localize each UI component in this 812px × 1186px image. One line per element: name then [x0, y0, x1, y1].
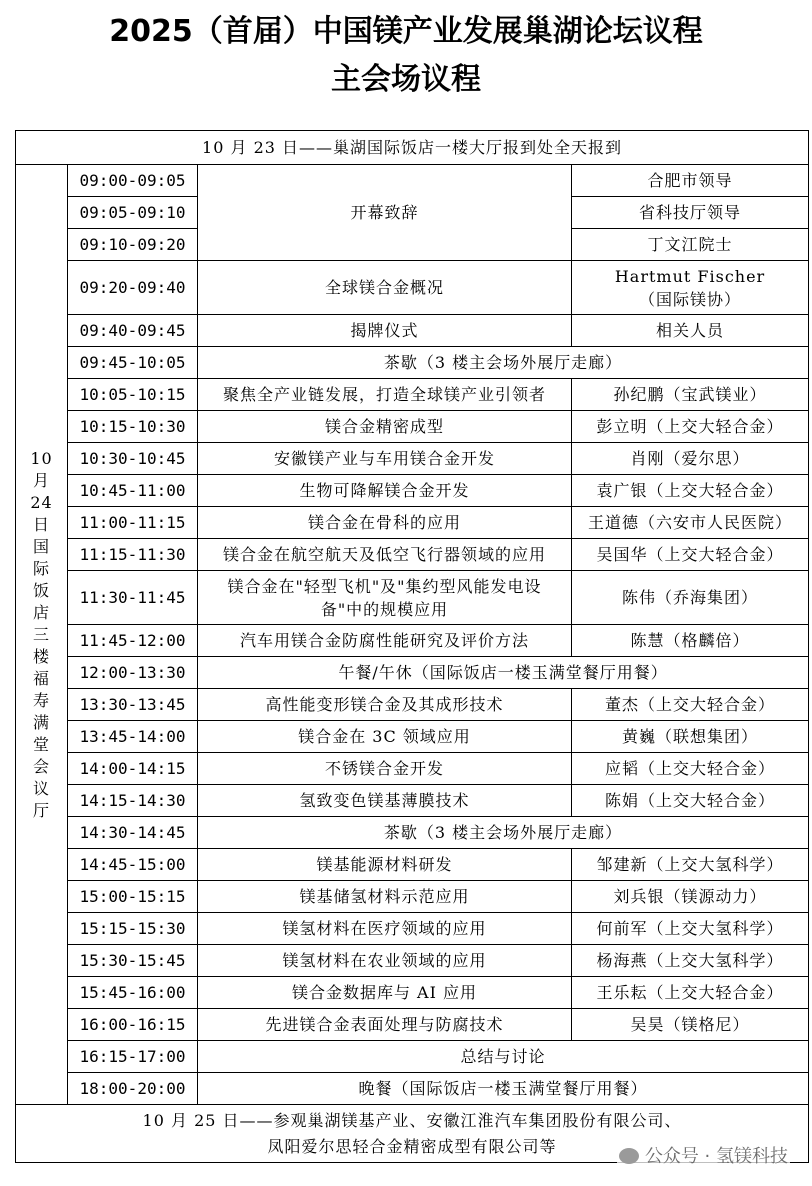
time-cell: 14:30-14:45 — [68, 817, 198, 849]
agenda-row — [16, 1073, 809, 1105]
time-cell: 15:15-15:30 — [68, 913, 198, 945]
agenda-row — [16, 657, 809, 689]
topic-cell: 镁合金在骨科的应用 — [198, 507, 572, 539]
speaker-cell: 王乐耘（上交大轻合金） — [572, 977, 809, 1009]
agenda-row — [16, 411, 809, 443]
topic-cell: 揭牌仪式 — [198, 315, 572, 347]
time-cell: 11:00-11:15 — [68, 507, 198, 539]
agenda-row — [16, 785, 809, 817]
topic-cell: 生物可降解镁合金开发 — [198, 475, 572, 507]
time-cell: 15:30-15:45 — [68, 945, 198, 977]
topic-cell: 先进镁合金表面处理与防腐技术 — [198, 1009, 572, 1041]
agenda-row — [16, 475, 809, 507]
day3-line1: 10 月 25 日——参观巢湖镁基产业、安徽江淮汽车集团股份有限公司、 — [142, 1110, 682, 1130]
time-cell: 12:00-13:30 — [68, 657, 198, 689]
speaker-cell: 杨海燕（上交大氢科学） — [572, 945, 809, 977]
agenda-row — [16, 443, 809, 475]
time-cell: 16:00-16:15 — [68, 1009, 198, 1041]
speaker-cell: 孙纪鹏（宝武镁业） — [572, 379, 809, 411]
speaker-cell: 合肥市领导 — [572, 165, 809, 197]
topic-cell: 不锈镁合金开发 — [198, 753, 572, 785]
time-cell: 10:05-10:15 — [68, 379, 198, 411]
time-cell: 11:30-11:45 — [68, 571, 198, 625]
time-cell: 09:10-09:20 — [68, 229, 198, 261]
topic-cell: 镁合金精密成型 — [198, 411, 572, 443]
agenda-row — [16, 1009, 809, 1041]
time-cell: 13:45-14:00 — [68, 721, 198, 753]
time-cell: 10:15-10:30 — [68, 411, 198, 443]
day3-line2: 凤阳爱尔思轻合金精密成型有限公司等 — [267, 1136, 557, 1156]
speaker-cell: 彭立明（上交大轻合金） — [572, 411, 809, 443]
day1-row — [16, 131, 809, 165]
speaker-cell: 吴昊（镁格尼） — [572, 1009, 809, 1041]
agenda-row — [16, 817, 809, 849]
agenda-row — [16, 913, 809, 945]
topic-cell: 镁合金数据库与 AI 应用 — [198, 977, 572, 1009]
speaker-cell: 王道德（六安市人民医院） — [572, 507, 809, 539]
agenda-row — [16, 625, 809, 657]
topic-cell: 镁合金在"轻型飞机"及"集约型风能发电设 备"中的规模应用 — [198, 571, 572, 625]
speaker-cell: 邹建新（上交大氢科学） — [572, 849, 809, 881]
topic-cell: 镁合金在航空航天及低空飞行器领域的应用 — [198, 539, 572, 571]
speaker-cell: Hartmut Fischer （国际镁协） — [572, 261, 809, 315]
time-cell: 09:00-09:05 — [68, 165, 198, 197]
agenda-row — [16, 315, 809, 347]
speaker-cell: 丁文江院士 — [572, 229, 809, 261]
topic-cell: 镁合金在 3C 领域应用 — [198, 721, 572, 753]
agenda-row — [16, 507, 809, 539]
time-cell: 15:45-16:00 — [68, 977, 198, 1009]
time-cell: 11:15-11:30 — [68, 539, 198, 571]
session-cell: 茶歇（3 楼主会场外展厅走廊） — [198, 817, 809, 849]
topic-cell: 镁氢材料在农业领域的应用 — [198, 945, 572, 977]
agenda-row — [16, 539, 809, 571]
agenda-row — [16, 379, 809, 411]
agenda-row — [16, 347, 809, 379]
time-cell: 14:00-14:15 — [68, 753, 198, 785]
topic-cell: 镁基储氢材料示范应用 — [198, 881, 572, 913]
topic-cell: 汽车用镁合金防腐性能研究及评价方法 — [198, 625, 572, 657]
time-cell: 10:30-10:45 — [68, 443, 198, 475]
time-cell: 09:40-09:45 — [68, 315, 198, 347]
speaker-cell: 吴国华（上交大轻合金） — [572, 539, 809, 571]
speaker-cell: 陈伟（乔海集团） — [572, 571, 809, 625]
agenda-row — [16, 165, 809, 197]
time-cell: 14:15-14:30 — [68, 785, 198, 817]
agenda-title: 2025（首届）中国镁产业发展巢湖论坛议程 — [109, 14, 703, 49]
agenda-row — [16, 945, 809, 977]
watermark — [617, 1142, 790, 1168]
agenda-row — [16, 753, 809, 785]
time-cell: 10:45-11:00 — [68, 475, 198, 507]
time-cell: 09:05-09:10 — [68, 197, 198, 229]
session-cell: 总结与讨论 — [198, 1041, 809, 1073]
session-cell: 茶歇（3 楼主会场外展厅走廊） — [198, 347, 809, 379]
agenda-row — [16, 1041, 809, 1073]
topic-cell: 氢致变色镁基薄膜技术 — [198, 785, 572, 817]
agenda-row — [16, 849, 809, 881]
agenda-row — [16, 571, 809, 625]
speaker-cell: 陈慧（格麟倍） — [572, 625, 809, 657]
speaker-cell: 黄巍（联想集团） — [572, 721, 809, 753]
topic-cell: 聚焦全产业链发展，打造全球镁产业引领者 — [198, 379, 572, 411]
agenda-subtitle: 主会场议程 — [331, 62, 481, 97]
speaker-cell: 刘兵银（镁源动力） — [572, 881, 809, 913]
time-cell: 09:20-09:40 — [68, 261, 198, 315]
agenda-row — [16, 721, 809, 753]
agenda-row — [16, 881, 809, 913]
topic-cell: 安徽镁产业与车用镁合金开发 — [198, 443, 572, 475]
speaker-cell: 省科技厅领导 — [572, 197, 809, 229]
session-cell: 晚餐（国际饭店一楼玉满堂餐厅用餐） — [198, 1073, 809, 1105]
time-cell: 16:15-17:00 — [68, 1041, 198, 1073]
speaker-cell: 相关人员 — [572, 315, 809, 347]
topic-cell: 镁基能源材料研发 — [198, 849, 572, 881]
time-cell: 18:00-20:00 — [68, 1073, 198, 1105]
time-cell: 11:45-12:00 — [68, 625, 198, 657]
speaker-cell: 袁广银（上交大轻合金） — [572, 475, 809, 507]
speaker-cell: 应韬（上交大轻合金） — [572, 753, 809, 785]
speaker-cell: 何前军（上交大氢科学） — [572, 913, 809, 945]
topic-cell: 开幕致辞 — [198, 165, 572, 261]
time-cell: 09:45-10:05 — [68, 347, 198, 379]
session-cell: 午餐/午休（国际饭店一楼玉满堂餐厅用餐） — [198, 657, 809, 689]
agenda-table — [15, 130, 809, 1163]
speaker-cell: 肖刚（爱尔思） — [572, 443, 809, 475]
speaker-cell: 董杰（上交大轻合金） — [572, 689, 809, 721]
agenda-row — [16, 977, 809, 1009]
agenda-row — [16, 689, 809, 721]
time-cell: 13:30-13:45 — [68, 689, 198, 721]
wechat-icon — [619, 1148, 639, 1164]
topic-cell: 全球镁合金概况 — [198, 261, 572, 315]
time-cell: 15:00-15:15 — [68, 881, 198, 913]
topic-cell: 高性能变形镁合金及其成形技术 — [198, 689, 572, 721]
venue-cell: 10 月 24 日 国 际 饭 店 三 楼 福 寿 满 堂 会 议 厅 — [16, 165, 68, 1105]
topic-cell: 镁氢材料在医疗领域的应用 — [198, 913, 572, 945]
agenda-row — [16, 261, 809, 315]
watermark-text: 公众号 · 氢镁科技 — [644, 1146, 788, 1167]
speaker-cell: 陈娟（上交大轻合金） — [572, 785, 809, 817]
time-cell: 14:45-15:00 — [68, 849, 198, 881]
day1-registration: 10 月 23 日——巢湖国际饭店一楼大厅报到处全天报到 — [16, 131, 809, 165]
